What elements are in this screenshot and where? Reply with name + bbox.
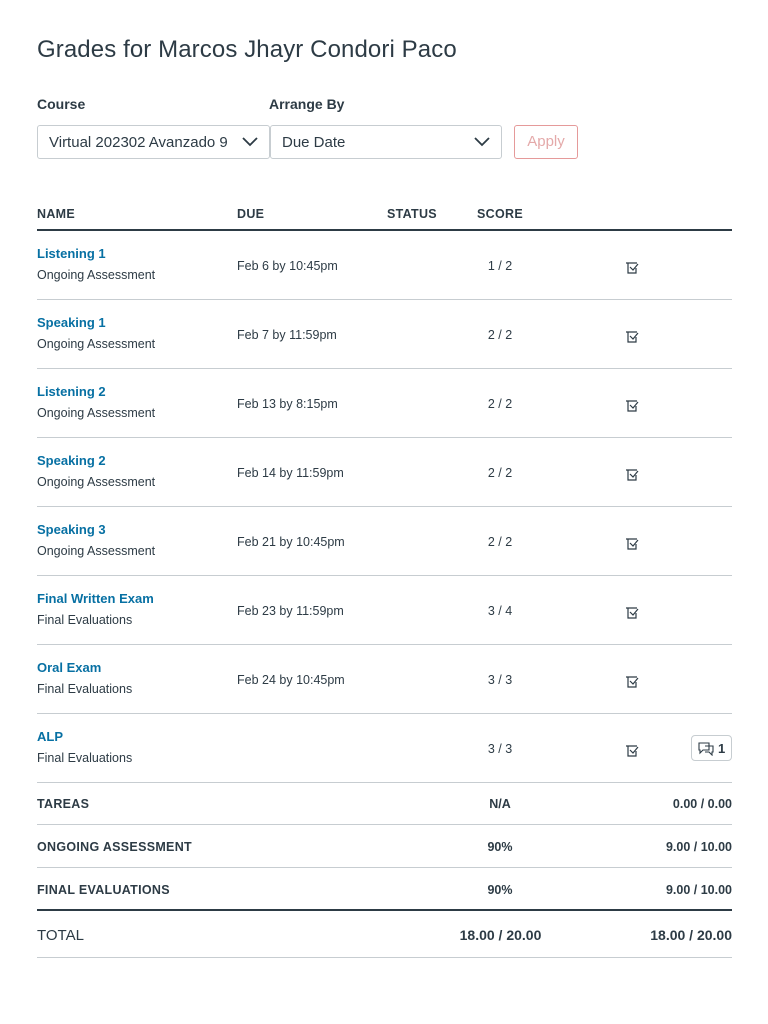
group-percent: N/A [489, 797, 511, 811]
page-title: Grades for Marcos Jhayr Condori Paco [37, 36, 457, 63]
group-points: 9.00 / 10.00 [665, 883, 732, 897]
table-row [37, 300, 732, 369]
muted-grade-icon[interactable] [624, 260, 640, 276]
assignment-link[interactable]: Speaking 1 [37, 315, 106, 330]
course-select-value: Virtual 202302 Avanzado 9 [49, 134, 228, 151]
table-row [37, 714, 732, 783]
muted-grade-icon[interactable] [624, 467, 640, 483]
group-points: 0.00 / 0.00 [672, 797, 732, 811]
group-percent: 90% [487, 883, 513, 897]
group-label: FINAL EVALUATIONS [37, 883, 170, 897]
assignment-link[interactable]: Final Written Exam [37, 591, 154, 606]
chevron-down-icon [474, 137, 490, 147]
arrange-by-select-value: Due Date [282, 134, 346, 151]
course-label: Course [37, 96, 86, 112]
header-due[interactable]: DUE [237, 207, 265, 221]
assignment-group: Ongoing Assessment [37, 337, 156, 351]
assignment-link[interactable]: Listening 2 [37, 384, 106, 399]
table-row [37, 507, 732, 576]
header-status[interactable]: STATUS [387, 207, 437, 221]
score: 2 / 2 [487, 466, 513, 480]
total-score: 18.00 / 20.00 [459, 927, 542, 943]
table-row [37, 576, 732, 645]
assignment-group: Ongoing Assessment [37, 268, 156, 282]
chevron-down-icon [242, 137, 258, 147]
score: 2 / 2 [487, 535, 513, 549]
due-date: Feb 14 by 11:59pm [237, 466, 344, 480]
due-date: Feb 7 by 11:59pm [237, 328, 337, 342]
group-total-row [37, 825, 732, 868]
score: 3 / 4 [487, 604, 513, 618]
table-row [37, 645, 732, 714]
comments-button[interactable] [691, 735, 732, 761]
score: 3 / 3 [487, 673, 513, 687]
group-total-row [37, 868, 732, 911]
assignment-group: Final Evaluations [37, 682, 133, 696]
group-percent: 90% [487, 840, 513, 854]
score: 1 / 2 [487, 259, 513, 273]
assignment-link[interactable]: Listening 1 [37, 246, 106, 261]
due-date: Feb 13 by 8:15pm [237, 397, 338, 411]
assignment-link[interactable]: Oral Exam [37, 660, 102, 675]
total-label: TOTAL [37, 927, 84, 944]
group-label: TAREAS [37, 797, 90, 811]
table-row [37, 438, 732, 507]
assignment-link[interactable]: Speaking 2 [37, 453, 106, 468]
due-date: Feb 23 by 11:59pm [237, 604, 344, 618]
assignment-group: Ongoing Assessment [37, 475, 156, 489]
assignment-group: Final Evaluations [37, 613, 133, 627]
muted-grade-icon[interactable] [624, 674, 640, 690]
header-score[interactable]: SCORE [477, 207, 523, 221]
muted-grade-icon[interactable] [624, 536, 640, 552]
group-total-row [37, 782, 732, 825]
total-points: 18.00 / 20.00 [650, 927, 732, 943]
score: 2 / 2 [487, 397, 513, 411]
table-row [37, 369, 732, 438]
muted-grade-icon[interactable] [624, 605, 640, 621]
comment-icon [698, 742, 716, 756]
apply-button[interactable]: Apply [514, 125, 578, 159]
due-date: Feb 6 by 10:45pm [237, 259, 338, 273]
due-date: Feb 21 by 10:45pm [237, 535, 345, 549]
muted-grade-icon[interactable] [624, 329, 640, 345]
comment-count: 1 [718, 741, 726, 756]
arrange-by-label: Arrange By [269, 96, 345, 112]
assignment-link[interactable]: Speaking 3 [37, 522, 106, 537]
assignment-link[interactable]: ALP [37, 729, 63, 744]
muted-grade-icon[interactable] [624, 743, 640, 759]
arrange-by-select[interactable] [270, 125, 502, 159]
group-label: ONGOING ASSESSMENT [37, 840, 192, 854]
score: 3 / 3 [487, 742, 513, 756]
score: 2 / 2 [487, 328, 513, 342]
due-date: Feb 24 by 10:45pm [237, 673, 345, 687]
table-row [37, 231, 732, 300]
muted-grade-icon[interactable] [624, 398, 640, 414]
course-select[interactable] [37, 125, 270, 159]
assignment-group: Ongoing Assessment [37, 406, 156, 420]
total-row [37, 913, 732, 958]
group-points: 9.00 / 10.00 [665, 840, 732, 854]
assignment-group: Final Evaluations [37, 751, 133, 765]
assignment-group: Ongoing Assessment [37, 544, 156, 558]
header-name[interactable]: NAME [37, 207, 76, 221]
